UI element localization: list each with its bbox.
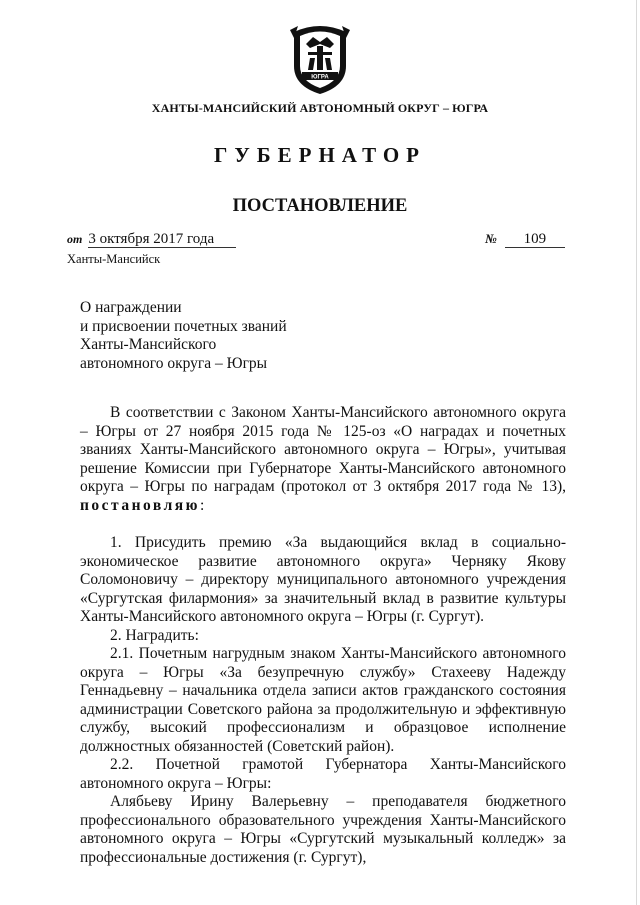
preamble-text: В соответствии с Законом Ханты-Мансийского автономного округа – Югры от 27 ноября 2015 года № 125-оз «О наградах и почетных званиях Ханты-Мансийского автономного округа – Югры», учитывая решение Комиссии при Губернаторе Ханты-Мансийского автономного округа – Югры по наградам (протокол от 3 октября 2017 года № 13),	[80, 404, 566, 495]
coat-of-arms-emblem	[286, 22, 354, 96]
governor-title: ГУБЕРНАТОР	[213, 143, 427, 167]
subject-line: автономного округа – Югры	[80, 354, 268, 372]
scan-edge-line	[636, 0, 637, 905]
decree-date-line	[67, 231, 236, 248]
subject-line: О награждении	[80, 299, 182, 316]
preamble-paragraph	[80, 404, 566, 515]
number-prefix: №	[485, 231, 497, 246]
paragraph-2-1: 2.1. Почетным нагрудным знаком Ханты-Мансийского автономного округа – Югры «За безупречную службу» Стахееву Надежду Геннадьевну – начальника отдела записи актов гражданского состояния администрации Советского района за продолжительную и эффективную службу, высокий профессионализм и образцовое исполнение должностных обязанностей (Советский район).	[80, 645, 566, 755]
resolve-colon: :	[200, 496, 205, 514]
paragraph-award-recipient: Алябьеву Ирину Валерьевну – преподавателя бюджетного профессионального образовательного учреждения Ханты-Мансийского автономного округа – Югры «Сургутский музыкальный колледж» за профессиональные достижения (г. Сургут),	[80, 793, 566, 866]
decree-type-title: ПОСТАНОВЛЕНИЕ	[232, 196, 408, 216]
paragraph-2-2: 2.2. Почетной грамотой Губернатора Ханты-Мансийского автономного округа – Югры:	[80, 756, 566, 792]
decree-subject	[80, 299, 287, 373]
paragraph-2: 2. Наградить:	[110, 626, 199, 644]
date-prefix: от	[67, 232, 83, 246]
paragraph-1: 1. Присудить премию «За выдающийся вклад в социально-экономическое развитие автономного округа» Черняку Якову Соломоновичу – директору муниципального автономного учреждения «Сургутская филармония» за значительный вклад в развитие культуры Ханты-Мансийского автономного округа – Югры (г. Сургут).	[80, 534, 566, 625]
city-name: Ханты-Мансийск	[67, 252, 161, 266]
subject-line: Ханты-Мансийского	[80, 336, 217, 353]
resolve-word: постановляю	[80, 496, 201, 514]
region-title: ХАНТЫ-МАНСИЙСКИЙ АВТОНОМНЫЙ ОКРУГ – ЮГРА	[151, 101, 489, 115]
decree-number: 109	[505, 231, 565, 248]
subject-line: и присвоении почетных званий	[80, 317, 287, 335]
emblem-text: ЮГРА	[311, 74, 329, 81]
decree-number-line	[485, 231, 565, 248]
decree-date: 3 октября 2017 года	[88, 231, 236, 248]
decree-body	[80, 404, 566, 867]
